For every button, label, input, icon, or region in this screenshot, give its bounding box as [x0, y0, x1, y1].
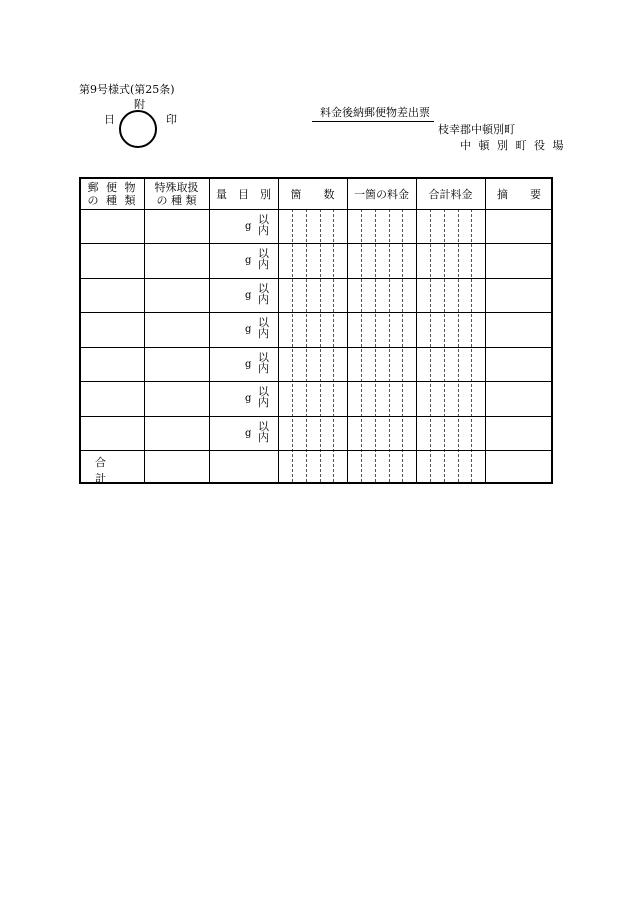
weight-within-label: 以 内 — [258, 213, 269, 237]
weight-unit-g: g — [245, 359, 252, 370]
weight-within-label: 以 内 — [258, 351, 269, 375]
column-header-weight: 量 目 別 — [216, 187, 271, 201]
digit-divider — [430, 209, 431, 482]
column-header-special-handling: 特殊取扱 の 種 類 — [154, 181, 199, 207]
row-divider — [81, 209, 551, 210]
column-divider — [209, 179, 210, 482]
weight-unit-g: g — [245, 324, 252, 335]
weight-unit-g: g — [245, 428, 252, 439]
column-header-total-price: 合計料金 — [428, 187, 473, 201]
digit-divider — [292, 209, 293, 482]
digit-divider — [402, 209, 403, 482]
weight-within-label: 以 内 — [258, 385, 269, 409]
digit-divider — [306, 209, 307, 482]
column-header-quantity: 箇 数 — [290, 187, 335, 201]
column-divider — [144, 179, 145, 482]
column-divider — [485, 179, 486, 482]
address-line-1: 枝幸郡中頓別町 — [438, 123, 515, 136]
digit-divider — [389, 209, 390, 482]
form-number: 第9号様式(第25条) — [79, 83, 175, 96]
column-divider — [416, 179, 417, 482]
digit-divider — [320, 209, 321, 482]
weight-within-label: 以 内 — [258, 316, 269, 340]
weight-within-label: 以 内 — [258, 282, 269, 306]
address-line-2: 中 頓 別 町 役 場 — [460, 139, 566, 152]
stamp-circle — [119, 110, 157, 148]
stamp-label-right: 印 — [166, 113, 177, 126]
digit-divider — [375, 209, 376, 482]
total-row-label: 合計 — [95, 455, 124, 485]
weight-unit-g: g — [245, 255, 252, 266]
digit-divider — [361, 209, 362, 482]
stamp-label-left: 日 — [104, 113, 115, 126]
row-divider — [81, 243, 551, 244]
row-divider — [81, 312, 551, 313]
column-header-unit-price: 一箇の料金 — [354, 187, 409, 201]
digit-divider — [471, 209, 472, 482]
row-divider — [81, 347, 551, 348]
column-header-remarks: 摘 要 — [497, 187, 541, 201]
column-divider — [347, 179, 348, 482]
digit-divider — [444, 209, 445, 482]
weight-unit-g: g — [245, 221, 252, 232]
column-divider — [278, 179, 279, 482]
weight-unit-g: g — [245, 290, 252, 301]
digit-divider — [458, 209, 459, 482]
stamp-label-top: 附 — [134, 98, 145, 111]
row-divider — [81, 278, 551, 279]
column-header-mail-type: 郵 便 物 の 種 類 — [87, 181, 138, 207]
weight-unit-g: g — [245, 393, 252, 404]
row-divider — [81, 450, 551, 451]
weight-within-label: 以 内 — [258, 247, 269, 271]
document-title: 料金後納郵便物差出票 — [312, 104, 434, 122]
row-divider — [81, 416, 551, 417]
weight-within-label: 以 内 — [258, 420, 269, 444]
row-divider — [81, 381, 551, 382]
shipment-table — [79, 177, 553, 484]
digit-divider — [333, 209, 334, 482]
